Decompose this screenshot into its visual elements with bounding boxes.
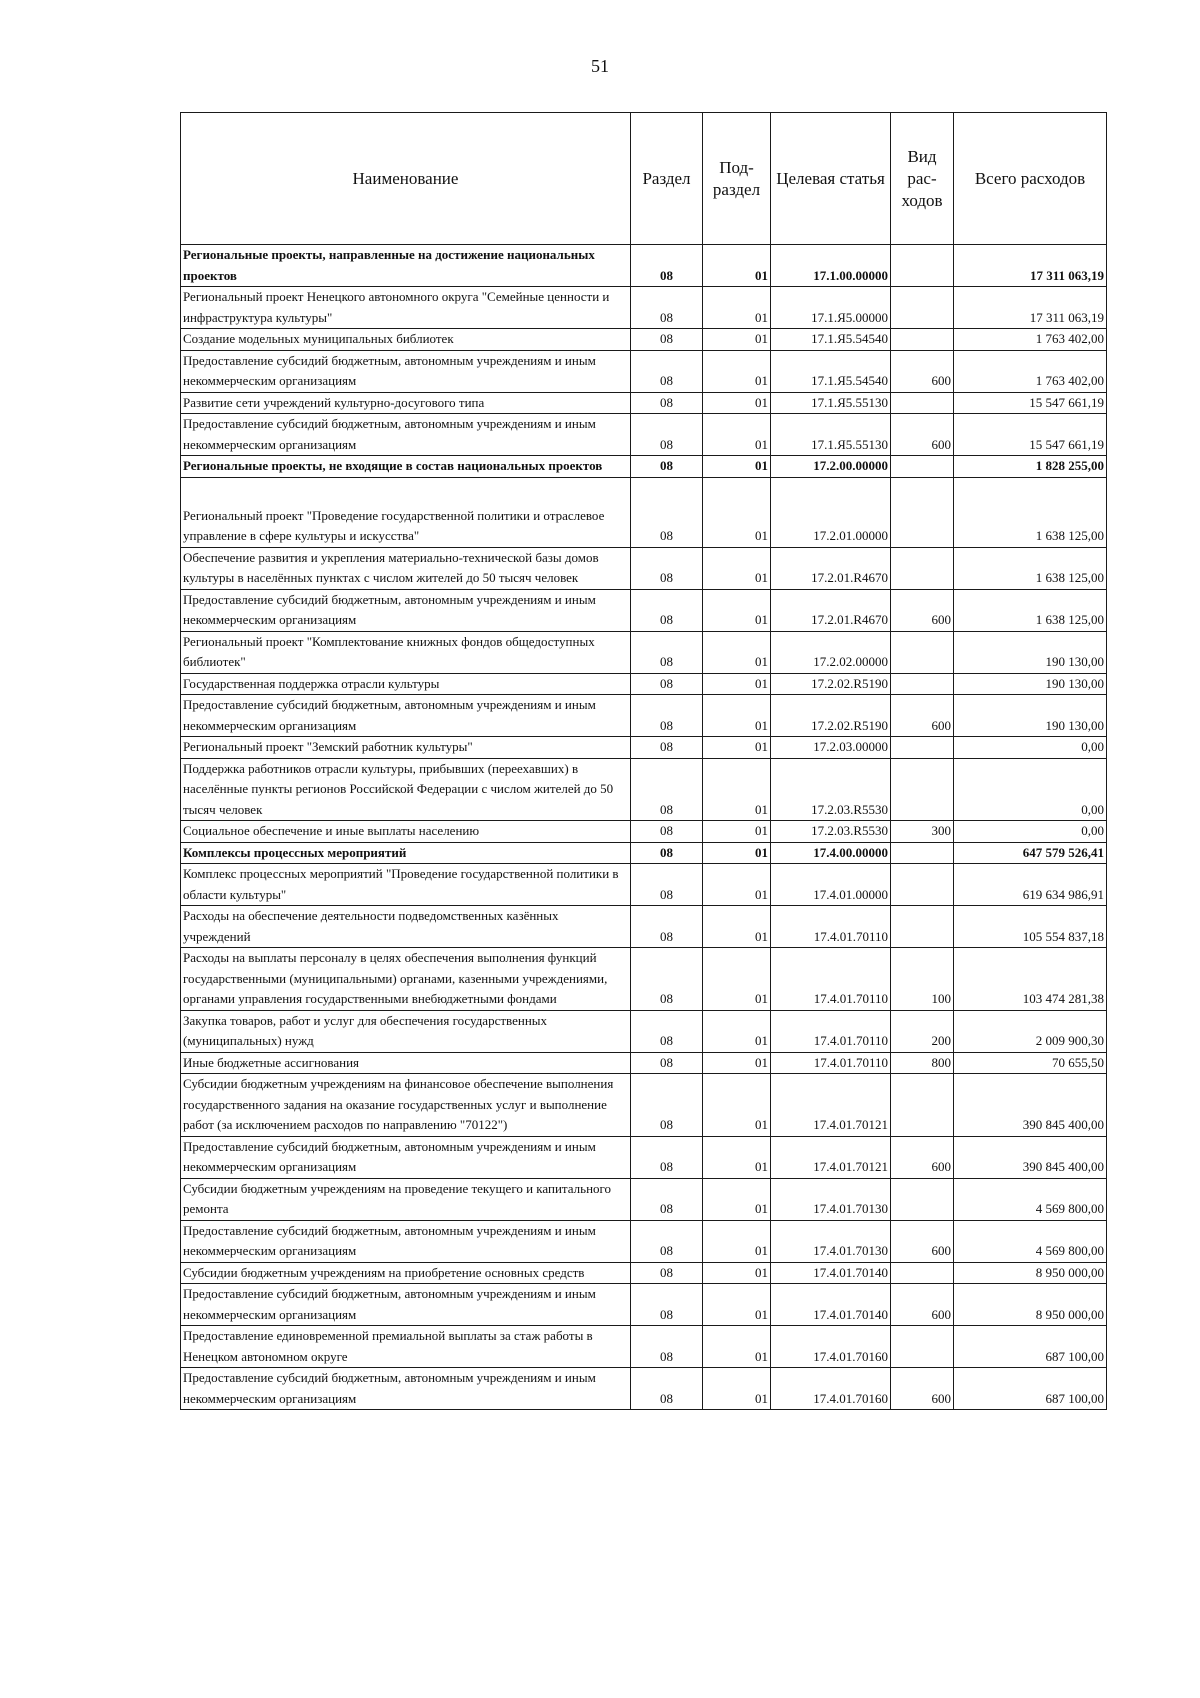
row-kind-cell: 600 xyxy=(891,1368,954,1410)
row-total-cell: 103 474 281,38 xyxy=(954,948,1107,1011)
row-kind-cell xyxy=(891,737,954,759)
table-row xyxy=(181,329,1107,351)
row-target-cell: 17.2.02.R5190 xyxy=(771,673,891,695)
row-total-cell: 190 130,00 xyxy=(954,631,1107,673)
row-subsection-cell: 01 xyxy=(703,906,771,948)
row-subsection-cell: 01 xyxy=(703,758,771,821)
row-name-cell: Предоставление субсидий бюджетным, автономным учреждениям и иным некоммерческим организациям xyxy=(181,589,631,631)
row-total-cell: 1 638 125,00 xyxy=(954,477,1107,547)
table-row xyxy=(181,589,1107,631)
row-total-cell: 190 130,00 xyxy=(954,695,1107,737)
row-subsection-cell: 01 xyxy=(703,589,771,631)
row-name-cell: Предоставление субсидий бюджетным, автономным учреждениям и иным некоммерческим организациям xyxy=(181,1284,631,1326)
row-target-cell: 17.1.Я5.55130 xyxy=(771,392,891,414)
row-section-cell: 08 xyxy=(631,392,703,414)
row-section-cell: 08 xyxy=(631,1052,703,1074)
row-kind-cell xyxy=(891,1326,954,1368)
table-row xyxy=(181,1368,1107,1410)
row-section-cell: 08 xyxy=(631,350,703,392)
row-kind-cell: 600 xyxy=(891,414,954,456)
table-header-row xyxy=(181,113,1107,245)
table-row xyxy=(181,392,1107,414)
row-target-cell: 17.4.01.00000 xyxy=(771,864,891,906)
row-section-cell: 08 xyxy=(631,589,703,631)
table-row xyxy=(181,821,1107,843)
row-target-cell: 17.2.03.R5530 xyxy=(771,758,891,821)
row-section-cell: 08 xyxy=(631,737,703,759)
row-kind-cell xyxy=(891,329,954,351)
row-section-cell: 08 xyxy=(631,1178,703,1220)
row-section-cell: 08 xyxy=(631,414,703,456)
row-name-cell: Предоставление единовременной премиальной выплаты за стаж работы в Ненецком автономном округе xyxy=(181,1326,631,1368)
row-total-cell: 4 569 800,00 xyxy=(954,1178,1107,1220)
row-kind-cell: 600 xyxy=(891,1136,954,1178)
row-section-cell: 08 xyxy=(631,1010,703,1052)
row-kind-cell: 100 xyxy=(891,948,954,1011)
row-name-cell: Развитие сети учреждений культурно-досугового типа xyxy=(181,392,631,414)
row-subsection-cell: 01 xyxy=(703,1052,771,1074)
row-kind-cell xyxy=(891,1262,954,1284)
row-name-cell: Региональный проект "Проведение государственной политики и отраслевое управление в сфере культуры и искусства" xyxy=(181,477,631,547)
table-row xyxy=(181,350,1107,392)
page-number: 51 xyxy=(591,56,609,76)
budget-table xyxy=(180,112,1107,1410)
table-row xyxy=(181,1178,1107,1220)
row-subsection-cell: 01 xyxy=(703,737,771,759)
row-subsection-cell: 01 xyxy=(703,1074,771,1137)
row-total-cell: 105 554 837,18 xyxy=(954,906,1107,948)
row-subsection-cell: 01 xyxy=(703,1136,771,1178)
table-row xyxy=(181,1284,1107,1326)
row-section-cell: 08 xyxy=(631,1326,703,1368)
row-target-cell: 17.4.01.70121 xyxy=(771,1136,891,1178)
row-target-cell: 17.4.01.70110 xyxy=(771,948,891,1011)
row-subsection-cell: 01 xyxy=(703,695,771,737)
row-kind-cell xyxy=(891,456,954,478)
row-total-cell: 1 763 402,00 xyxy=(954,350,1107,392)
table-row xyxy=(181,1136,1107,1178)
row-subsection-cell: 01 xyxy=(703,842,771,864)
row-total-cell: 15 547 661,19 xyxy=(954,414,1107,456)
table-row xyxy=(181,1262,1107,1284)
table-row xyxy=(181,948,1107,1011)
row-subsection-cell: 01 xyxy=(703,350,771,392)
row-kind-cell xyxy=(891,547,954,589)
row-name-cell: Иные бюджетные ассигнования xyxy=(181,1052,631,1074)
row-name-cell: Расходы на обеспечение деятельности подведомственных казённых учреждений xyxy=(181,906,631,948)
table-row xyxy=(181,1074,1107,1137)
row-subsection-cell: 01 xyxy=(703,631,771,673)
row-subsection-cell: 01 xyxy=(703,1178,771,1220)
table-body xyxy=(181,245,1107,1410)
row-kind-cell xyxy=(891,1178,954,1220)
row-subsection-cell: 01 xyxy=(703,456,771,478)
row-total-cell: 17 311 063,19 xyxy=(954,287,1107,329)
row-target-cell: 17.4.01.70110 xyxy=(771,906,891,948)
row-section-cell: 08 xyxy=(631,1074,703,1137)
row-section-cell: 08 xyxy=(631,673,703,695)
row-target-cell: 17.4.01.70130 xyxy=(771,1178,891,1220)
header-section: Раздел xyxy=(631,113,703,245)
table-row xyxy=(181,1326,1107,1368)
row-target-cell: 17.2.00.00000 xyxy=(771,456,891,478)
row-name-cell: Предоставление субсидий бюджетным, автономным учреждениям и иным некоммерческим организациям xyxy=(181,1136,631,1178)
row-subsection-cell: 01 xyxy=(703,329,771,351)
row-target-cell: 17.4.01.70160 xyxy=(771,1368,891,1410)
row-total-cell: 15 547 661,19 xyxy=(954,392,1107,414)
row-kind-cell: 600 xyxy=(891,589,954,631)
row-subsection-cell: 01 xyxy=(703,864,771,906)
row-total-cell: 0,00 xyxy=(954,821,1107,843)
header-target: Целевая статья xyxy=(771,113,891,245)
row-section-cell: 08 xyxy=(631,864,703,906)
row-subsection-cell: 01 xyxy=(703,1284,771,1326)
row-subsection-cell: 01 xyxy=(703,287,771,329)
table-row xyxy=(181,1220,1107,1262)
row-section-cell: 08 xyxy=(631,1220,703,1262)
row-subsection-cell: 01 xyxy=(703,245,771,287)
row-name-cell: Создание модельных муниципальных библиотек xyxy=(181,329,631,351)
table-row xyxy=(181,737,1107,759)
row-name-cell: Предоставление субсидий бюджетным, автономным учреждениям и иным некоммерческим организациям xyxy=(181,414,631,456)
row-name-cell: Предоставление субсидий бюджетным, автономным учреждениям и иным некоммерческим организациям xyxy=(181,695,631,737)
row-target-cell: 17.1.00.00000 xyxy=(771,245,891,287)
row-name-cell: Региональный проект "Комплектование книжных фондов общедоступных библиотек" xyxy=(181,631,631,673)
row-total-cell: 1 828 255,00 xyxy=(954,456,1107,478)
row-kind-cell xyxy=(891,287,954,329)
row-name-cell: Поддержка работников отрасли культуры, прибывших (переехавших) в населённые пункты регионов Российской Федерации с числом жителей до 50 тысяч человек xyxy=(181,758,631,821)
table-row xyxy=(181,842,1107,864)
row-subsection-cell: 01 xyxy=(703,821,771,843)
table-row xyxy=(181,477,1107,547)
row-subsection-cell: 01 xyxy=(703,1220,771,1262)
row-target-cell: 17.1.Я5.55130 xyxy=(771,414,891,456)
table-row xyxy=(181,695,1107,737)
row-kind-cell xyxy=(891,1074,954,1137)
row-name-cell: Предоставление субсидий бюджетным, автономным учреждениям и иным некоммерческим организациям xyxy=(181,1220,631,1262)
row-section-cell: 08 xyxy=(631,547,703,589)
row-name-cell: Закупка товаров, работ и услуг для обеспечения государственных (муниципальных) нужд xyxy=(181,1010,631,1052)
row-target-cell: 17.4.01.70140 xyxy=(771,1284,891,1326)
row-kind-cell xyxy=(891,392,954,414)
row-target-cell: 17.2.02.00000 xyxy=(771,631,891,673)
row-section-cell: 08 xyxy=(631,245,703,287)
row-kind-cell: 600 xyxy=(891,350,954,392)
row-section-cell: 08 xyxy=(631,906,703,948)
row-name-cell: Региональные проекты, направленные на достижение национальных проектов xyxy=(181,245,631,287)
row-kind-cell xyxy=(891,673,954,695)
row-total-cell: 0,00 xyxy=(954,758,1107,821)
row-subsection-cell: 01 xyxy=(703,1262,771,1284)
header-total: Всего расходов xyxy=(954,113,1107,245)
row-target-cell: 17.2.02.R5190 xyxy=(771,695,891,737)
row-section-cell: 08 xyxy=(631,287,703,329)
row-section-cell: 08 xyxy=(631,329,703,351)
table-row xyxy=(181,245,1107,287)
row-target-cell: 17.2.03.R5530 xyxy=(771,821,891,843)
table-row xyxy=(181,906,1107,948)
row-section-cell: 08 xyxy=(631,758,703,821)
row-section-cell: 08 xyxy=(631,1136,703,1178)
table-row xyxy=(181,287,1107,329)
row-name-cell: Субсидии бюджетным учреждениям на финансовое обеспечение выполнения государственного задания на оказание государственных услуг и выполнение работ (за исключением расходов по направлению "70122") xyxy=(181,1074,631,1137)
row-name-cell: Социальное обеспечение и иные выплаты населению xyxy=(181,821,631,843)
row-name-cell: Субсидии бюджетным учреждениям на проведение текущего и капитального ремонта xyxy=(181,1178,631,1220)
table-row xyxy=(181,1052,1107,1074)
row-target-cell: 17.4.00.00000 xyxy=(771,842,891,864)
row-target-cell: 17.2.01.R4670 xyxy=(771,547,891,589)
row-total-cell: 1 638 125,00 xyxy=(954,547,1107,589)
row-name-cell: Предоставление субсидий бюджетным, автономным учреждениям и иным некоммерческим организациям xyxy=(181,1368,631,1410)
row-total-cell: 687 100,00 xyxy=(954,1368,1107,1410)
row-name-cell: Обеспечение развития и укрепления материально-технической базы домов культуры в населённых пунктах с числом жителей до 50 тысяч человек xyxy=(181,547,631,589)
row-name-cell: Региональный проект "Земский работник культуры" xyxy=(181,737,631,759)
row-total-cell: 4 569 800,00 xyxy=(954,1220,1107,1262)
row-total-cell: 390 845 400,00 xyxy=(954,1136,1107,1178)
row-section-cell: 08 xyxy=(631,1368,703,1410)
row-kind-cell: 300 xyxy=(891,821,954,843)
table-row xyxy=(181,1010,1107,1052)
row-name-cell: Комплексы процессных мероприятий xyxy=(181,842,631,864)
row-subsection-cell: 01 xyxy=(703,1010,771,1052)
row-target-cell: 17.2.03.00000 xyxy=(771,737,891,759)
row-kind-cell xyxy=(891,864,954,906)
row-section-cell: 08 xyxy=(631,948,703,1011)
row-total-cell: 8 950 000,00 xyxy=(954,1262,1107,1284)
row-name-cell: Расходы на выплаты персоналу в целях обеспечения выполнения функций государственными (муниципальными) органами, казенными учреждениями, органами управления государственными внебюджетными фондами xyxy=(181,948,631,1011)
row-total-cell: 390 845 400,00 xyxy=(954,1074,1107,1137)
row-total-cell: 0,00 xyxy=(954,737,1107,759)
row-target-cell: 17.4.01.70121 xyxy=(771,1074,891,1137)
row-subsection-cell: 01 xyxy=(703,948,771,1011)
row-target-cell: 17.1.Я5.54540 xyxy=(771,329,891,351)
row-subsection-cell: 01 xyxy=(703,1368,771,1410)
row-target-cell: 17.4.01.70140 xyxy=(771,1262,891,1284)
row-subsection-cell: 01 xyxy=(703,392,771,414)
row-total-cell: 687 100,00 xyxy=(954,1326,1107,1368)
row-kind-cell xyxy=(891,477,954,547)
row-total-cell: 647 579 526,41 xyxy=(954,842,1107,864)
header-kind: Вид рас-ходов xyxy=(891,113,954,245)
row-target-cell: 17.4.01.70160 xyxy=(771,1326,891,1368)
row-name-cell: Предоставление субсидий бюджетным, автономным учреждениям и иным некоммерческим организациям xyxy=(181,350,631,392)
row-kind-cell xyxy=(891,758,954,821)
table-row xyxy=(181,547,1107,589)
row-target-cell: 17.2.01.R4670 xyxy=(771,589,891,631)
row-subsection-cell: 01 xyxy=(703,477,771,547)
row-target-cell: 17.1.Я5.54540 xyxy=(771,350,891,392)
row-target-cell: 17.4.01.70110 xyxy=(771,1010,891,1052)
row-kind-cell: 600 xyxy=(891,1284,954,1326)
row-section-cell: 08 xyxy=(631,1262,703,1284)
row-name-cell: Субсидии бюджетным учреждениям на приобретение основных средств xyxy=(181,1262,631,1284)
table-row xyxy=(181,631,1107,673)
row-kind-cell xyxy=(891,842,954,864)
row-target-cell: 17.4.01.70110 xyxy=(771,1052,891,1074)
row-total-cell: 190 130,00 xyxy=(954,673,1107,695)
row-kind-cell: 600 xyxy=(891,1220,954,1262)
row-kind-cell: 200 xyxy=(891,1010,954,1052)
row-kind-cell xyxy=(891,245,954,287)
table-row xyxy=(181,456,1107,478)
row-target-cell: 17.4.01.70130 xyxy=(771,1220,891,1262)
row-total-cell: 17 311 063,19 xyxy=(954,245,1107,287)
row-total-cell: 70 655,50 xyxy=(954,1052,1107,1074)
row-section-cell: 08 xyxy=(631,477,703,547)
row-total-cell: 619 634 986,91 xyxy=(954,864,1107,906)
row-section-cell: 08 xyxy=(631,842,703,864)
row-name-cell: Региональные проекты, не входящие в состав национальных проектов xyxy=(181,456,631,478)
row-total-cell: 2 009 900,30 xyxy=(954,1010,1107,1052)
header-name: Наименование xyxy=(181,113,631,245)
row-total-cell: 1 763 402,00 xyxy=(954,329,1107,351)
row-subsection-cell: 01 xyxy=(703,547,771,589)
row-kind-cell xyxy=(891,906,954,948)
row-target-cell: 17.1.Я5.00000 xyxy=(771,287,891,329)
row-subsection-cell: 01 xyxy=(703,1326,771,1368)
row-kind-cell: 600 xyxy=(891,695,954,737)
table-row xyxy=(181,758,1107,821)
row-section-cell: 08 xyxy=(631,821,703,843)
row-name-cell: Государственная поддержка отрасли культуры xyxy=(181,673,631,695)
table-row xyxy=(181,414,1107,456)
table-row xyxy=(181,864,1107,906)
row-kind-cell xyxy=(891,631,954,673)
header-subsection: Под-раздел xyxy=(703,113,771,245)
row-target-cell: 17.2.01.00000 xyxy=(771,477,891,547)
row-name-cell: Комплекс процессных мероприятий "Проведение государственной политики в области культуры" xyxy=(181,864,631,906)
row-kind-cell: 800 xyxy=(891,1052,954,1074)
row-name-cell: Региональный проект Ненецкого автономного округа "Семейные ценности и инфраструктура культуры" xyxy=(181,287,631,329)
row-subsection-cell: 01 xyxy=(703,414,771,456)
row-subsection-cell: 01 xyxy=(703,673,771,695)
row-section-cell: 08 xyxy=(631,695,703,737)
row-section-cell: 08 xyxy=(631,456,703,478)
row-section-cell: 08 xyxy=(631,631,703,673)
row-total-cell: 8 950 000,00 xyxy=(954,1284,1107,1326)
row-section-cell: 08 xyxy=(631,1284,703,1326)
row-total-cell: 1 638 125,00 xyxy=(954,589,1107,631)
table-row xyxy=(181,673,1107,695)
